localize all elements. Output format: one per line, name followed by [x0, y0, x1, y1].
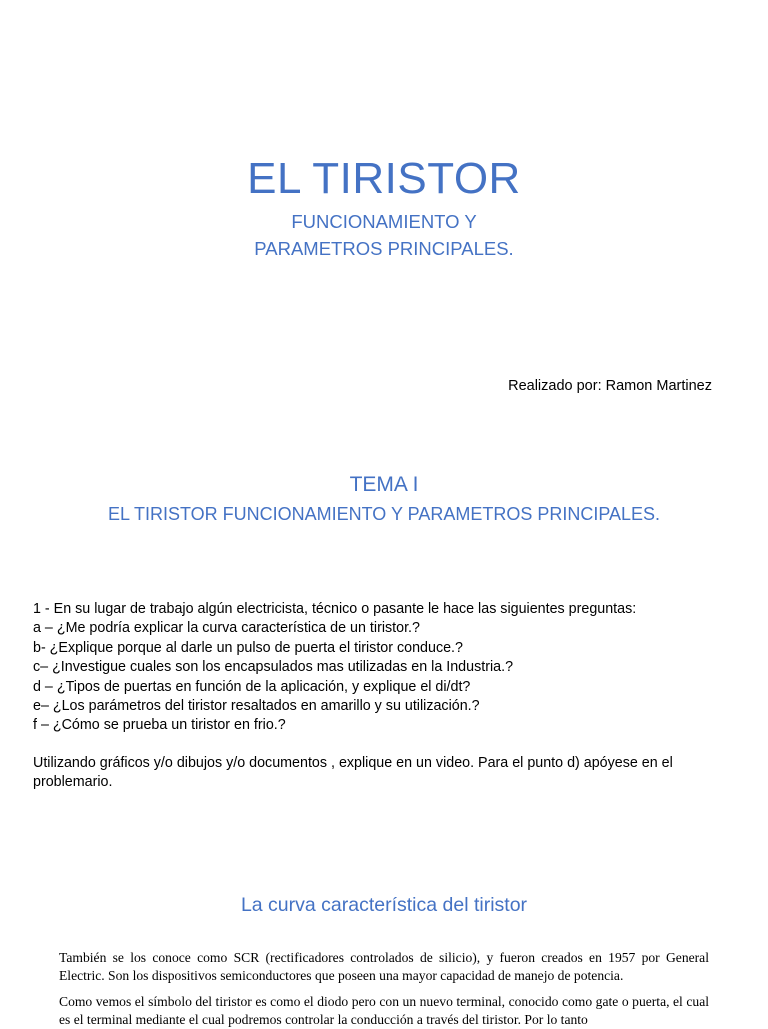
author-line: Realizado por: Ramon Martinez — [508, 378, 712, 394]
body-paragraph-1: También se los conoce como SCR (rectificadores controlados de silicio), y fueron creados en 1957 por General Electric. Son los dispositivos semiconductores que poseen una mayor capacidad de manejo de potencia. — [59, 950, 709, 984]
instruction-paragraph: Utilizando gráficos y/o dibujos y/o documentos , explique en un video. Para el punto d) apóyese en el problemario. — [33, 755, 673, 791]
question-list — [33, 600, 713, 736]
subtitle-line-2: PARAMETROS PRINCIPALES. — [254, 238, 514, 259]
question-d: d – ¿Tipos de puertas en función de la aplicación, y explique el di/dt? — [33, 678, 471, 695]
section-heading: La curva característica del tiristor — [240, 894, 528, 916]
question-f: f – ¿Cómo se prueba un tiristor en frio.? — [33, 717, 286, 734]
question-c: c– ¿Investigue cuales son los encapsulados mas utilizadas en la Industria.? — [33, 659, 514, 676]
question-b: b- ¿Explique porque al darle un pulso de puerta el tiristor conduce.? — [33, 639, 463, 656]
subtitle-line-1: FUNCIONAMIENTO Y — [291, 211, 477, 232]
document-subtitle — [0, 208, 768, 262]
document-title: EL TIRISTOR — [247, 154, 521, 203]
tema-subtitle: EL TIRISTOR FUNCIONAMIENTO Y PARAMETROS PRINCIPALES. — [107, 504, 661, 524]
body-paragraph-2: Como vemos el símbolo del tiristor es como el diodo pero con un nuevo terminal, conocido como gate o puerta, el cual es el terminal mediante el cual podremos controlar la conducción a través del tiristor. Por lo tanto — [59, 994, 709, 1028]
question-e: e– ¿Los parámetros del tiristor resaltados en amarillo y su utilización.? — [33, 698, 480, 715]
tema-heading: TEMA I — [349, 473, 419, 496]
question-a: a – ¿Me podría explicar la curva característica de un tiristor.? — [33, 620, 420, 637]
question-intro: 1 - En su lugar de trabajo algún electricista, técnico o pasante le hace las siguientes preguntas: — [33, 601, 637, 617]
